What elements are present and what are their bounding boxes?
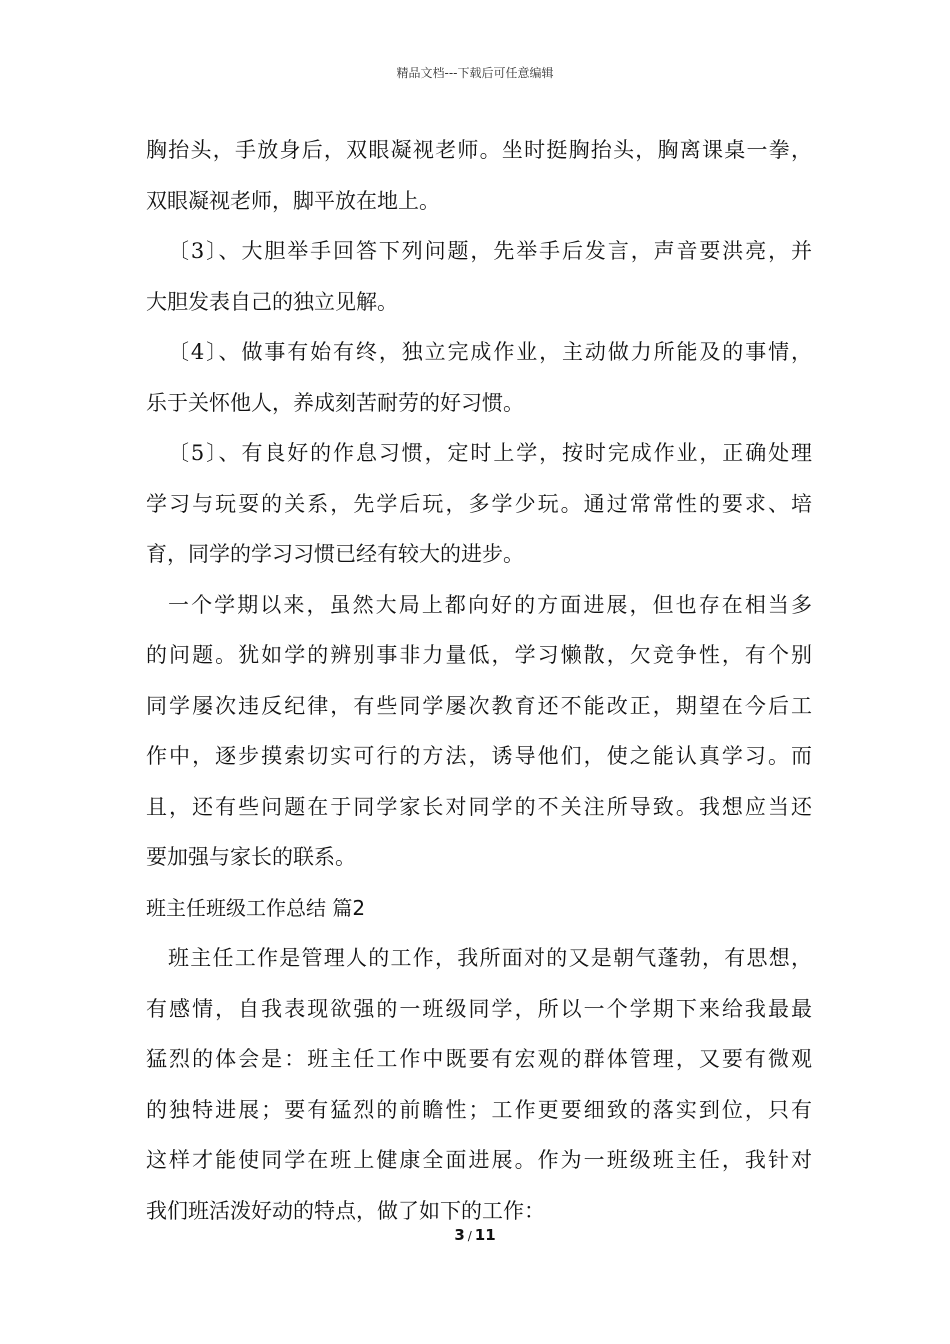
current-page: 3: [454, 1226, 465, 1244]
text-line: 要加强与家长的联系。: [146, 845, 356, 869]
text-line: 的独特进展；要有猛烈的前瞻性；工作更要细致的落实到位，只有: [146, 1097, 812, 1122]
list-item-3: 〔3〕、大胆举手回答下列问题，先举手后发言，声音要洪亮，并: [168, 239, 812, 263]
paragraph-start: 一个学期以来，虽然大局上都向好的方面进展，但也存在相当多: [168, 592, 812, 617]
text-line: 这样才能使同学在班上健康全面进展。作为一班级班主任，我针对: [146, 1148, 812, 1172]
page-separator: /: [467, 1229, 472, 1243]
section-heading: 班主任班级工作总结 篇2: [146, 895, 366, 920]
text-line: 有感情，自我表现欲强的一班级同学，所以一个学期下来给我最最: [146, 996, 812, 1021]
text-line: 胸抬头，手放身后，双眼凝视老师。坐时挺胸抬头，胸离课桌一拳，: [146, 138, 812, 162]
text-line: 学习与玩耍的关系，先学后玩，多学少玩。通过常常性的要求、培: [146, 491, 812, 516]
text-line: 育，同学的学习习惯已经有较大的进步。: [146, 542, 524, 566]
total-pages: 11: [474, 1226, 496, 1244]
text-line: 乐于关怀他人，养成刻苦耐劳的好习惯。: [146, 390, 524, 415]
text-line: 且，还有些问题在于同学家长对同学的不关注所导致。我想应当还: [146, 794, 812, 819]
paragraph-start: 班主任工作是管理人的工作，我所面对的又是朝气蓬勃，有思想，: [168, 946, 812, 970]
text-line: 我们班活泼好动的特点，做了如下的工作：: [146, 1198, 545, 1223]
header-text: 精品文档---下载后可任意编辑: [396, 66, 554, 80]
page-header: [0, 64, 950, 81]
document-body: [146, 128, 812, 1239]
list-item-4: 〔4〕、做事有始有终，独立完成作业，主动做力所能及的事情，: [168, 340, 812, 364]
text-line: 作中，逐步摸索切实可行的方法，诱导他们，使之能认真学习。而: [146, 744, 812, 768]
text-line: 猛烈的体会是：班主任工作中既要有宏观的群体管理，又要有微观: [146, 1047, 812, 1071]
text-line: 同学屡次违反纪律，有些同学屡次教育还不能改正，期望在今后工: [146, 693, 812, 718]
page-number: [0, 1226, 950, 1244]
text-line: 双眼凝视老师，脚平放在地上。: [146, 188, 440, 213]
list-item-5: 〔5〕、有良好的作息习惯，定时上学，按时完成作业，正确处理: [168, 441, 812, 465]
text-line: 大胆发表自己的独立见解。: [146, 289, 398, 314]
text-line: 的问题。犹如学的辨别事非力量低，学习懒散，欠竞争性，有个别: [146, 643, 812, 667]
